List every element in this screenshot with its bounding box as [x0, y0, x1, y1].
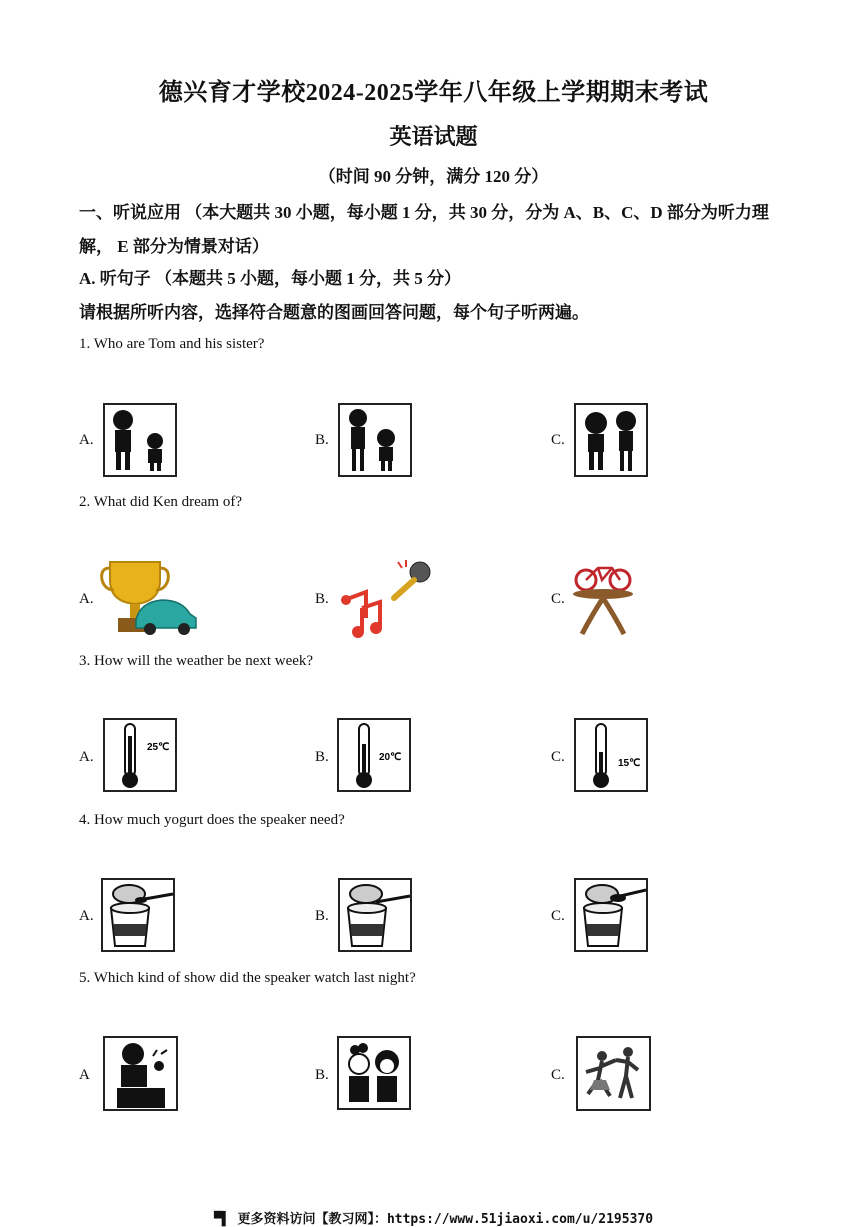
q1-option-a-label: A. — [79, 432, 94, 448]
q1-b-people-image — [338, 403, 412, 477]
q5-option-b-label: B. — [315, 1067, 329, 1083]
q2-b-music-microphone-image — [338, 558, 434, 638]
page-title: 德兴育才学校2024-2025学年八年级上学期期末考试 — [158, 80, 709, 106]
q5-b-opera-image — [337, 1036, 411, 1112]
part-a-instruction: 请根据所听内容，选择符合题意的图画回答问题，每个句子听两遍。 — [79, 303, 589, 322]
question-1: 1. Who are Tom and his sister? — [79, 336, 265, 352]
q2-c-bike-table-image — [572, 560, 634, 638]
part-a-title: A. 听句子 （本题共 5 小题，每小题 1 分，共 5 分） — [79, 269, 462, 288]
question-5: 5. Which kind of show did the speaker watch last night? — [79, 970, 416, 986]
q3-a-thermometer-image — [103, 718, 177, 792]
q4-b-yogurt-image — [338, 878, 414, 952]
q4-option-c-label: C. — [551, 908, 565, 924]
q1-a-people-image — [103, 403, 177, 477]
flag-icon: ▀▌ — [213, 1212, 230, 1227]
q4-a-yogurt-image — [101, 878, 177, 952]
page-subtitle: 英语试题 — [389, 124, 478, 149]
q4-option-b-label: B. — [315, 908, 329, 924]
q3-option-c-label: C. — [551, 749, 565, 765]
q1-c-people-image — [574, 403, 648, 477]
q2-option-a-label: A. — [79, 591, 94, 607]
time-info: （时间 90 分钟，满分 120 分） — [318, 167, 549, 186]
q5-option-c-label: C. — [551, 1067, 565, 1083]
q3-a-temp-label: 25℃ — [147, 742, 170, 753]
question-3: 3. How will the weather be next week? — [79, 653, 314, 669]
q2-option-b-label: B. — [315, 591, 329, 607]
q1-option-b-label: B. — [315, 432, 329, 448]
section-heading: 一、听说应用 （本大题共 30 小题，每小题 1 分，共 30 分，分为 A、B、C、D 部分为听力理解， E 部分为情景对话） — [79, 203, 769, 256]
q5-c-dance-image — [576, 1036, 652, 1112]
footer-link[interactable]: ▀▌ 更多资料访问【教习网】：https://www.51jiaoxi.com/u/2195370 — [213, 1212, 654, 1227]
q5-a-magic-show-image — [103, 1036, 179, 1112]
q3-c-thermometer-image — [574, 718, 648, 792]
q5-option-a-label: A — [79, 1067, 90, 1083]
q2-option-c-label: C. — [551, 591, 565, 607]
q4-option-a-label: A. — [79, 908, 94, 924]
q3-option-b-label: B. — [315, 749, 329, 765]
q3-option-a-label: A. — [79, 749, 94, 765]
question-2: 2. What did Ken dream of? — [79, 494, 243, 510]
q3-b-temp-label: 20℃ — [379, 752, 402, 763]
q3-b-thermometer-image — [337, 718, 411, 792]
q3-c-temp-label: 15℃ — [618, 758, 641, 769]
q1-option-c-label: C. — [551, 432, 565, 448]
q2-a-trophy-car-image — [100, 558, 200, 638]
q4-c-yogurt-image — [574, 878, 650, 952]
question-4: 4. How much yogurt does the speaker need? — [79, 812, 345, 828]
